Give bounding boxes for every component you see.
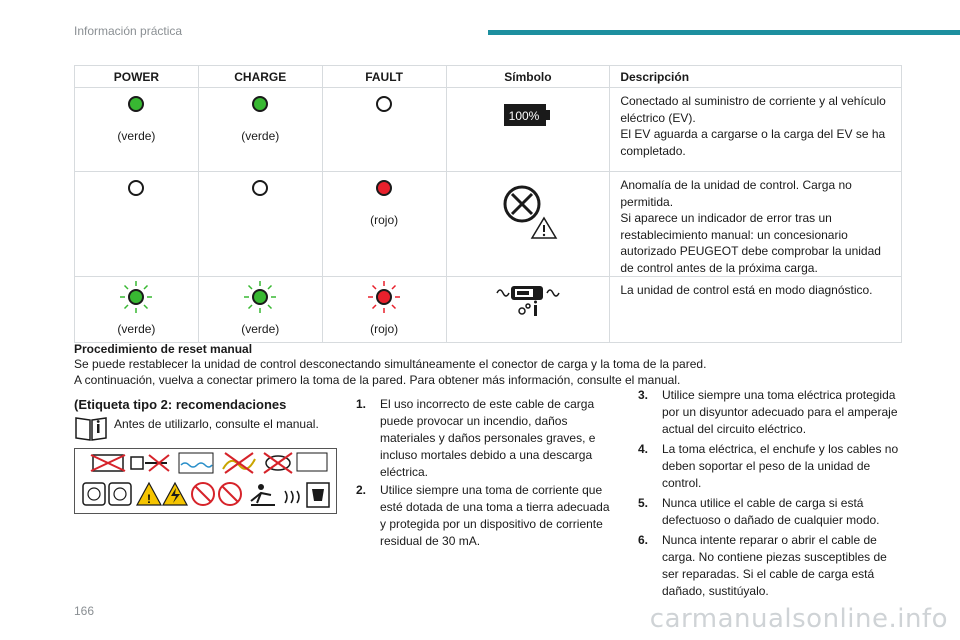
description-line: El EV aguarda a cargarse o la carga del EV se ha completado. bbox=[620, 127, 886, 158]
table-row bbox=[75, 172, 902, 277]
list-item-text: La toma eléctrica, el enchufe y los cables no deben soportar el peso de la unidad de control. bbox=[662, 442, 899, 490]
list-item bbox=[356, 482, 610, 550]
symbol-cell bbox=[446, 88, 610, 172]
fault-cell bbox=[322, 277, 446, 343]
power-cell bbox=[75, 172, 199, 277]
page-number: 166 bbox=[74, 604, 95, 618]
led-label: (verde) bbox=[241, 129, 280, 143]
charge-cell bbox=[198, 277, 322, 343]
list-item bbox=[356, 396, 610, 481]
led-label: (rojo) bbox=[370, 213, 399, 227]
dispose-icon bbox=[307, 483, 329, 507]
column-header-description: Descripción bbox=[610, 66, 902, 88]
label-section-title: (Etiqueta tipo 2: recomendaciones bbox=[74, 397, 287, 412]
description-cell bbox=[610, 172, 902, 277]
warning-label-image bbox=[74, 448, 337, 514]
no-adapter-icon bbox=[131, 455, 169, 471]
manual-note-text: Antes de utilizarlo, consulte el manual. bbox=[114, 417, 319, 431]
description-cell bbox=[610, 88, 902, 172]
list-item bbox=[638, 387, 902, 438]
heat-icon bbox=[285, 491, 299, 503]
list-item-text: Utilice siempre una toma eléctrica protegida por un disyuntor adecuado para el amperaje actual del circuito eléctrico. bbox=[662, 388, 898, 436]
fault-cell bbox=[322, 172, 446, 277]
led-red-icon bbox=[376, 180, 392, 196]
list-item-number: 4. bbox=[638, 442, 649, 456]
led-label: (verde) bbox=[117, 322, 156, 336]
svg-text:!: ! bbox=[147, 492, 151, 506]
led-green-icon bbox=[128, 96, 144, 112]
symbol-cell bbox=[446, 277, 610, 343]
diagnostic-mode-icon bbox=[493, 281, 563, 321]
list-item-text: Nunca utilice el cable de carga si está defectuoso o dañado de cualquier modo. bbox=[662, 496, 880, 527]
led-label: (verde) bbox=[241, 322, 280, 336]
no-extension-icon bbox=[91, 455, 125, 471]
recommendations-list-right bbox=[638, 387, 902, 600]
manual-book-icon bbox=[74, 414, 108, 442]
led-green-icon bbox=[252, 96, 268, 112]
list-item bbox=[638, 441, 902, 492]
led-label: (verde) bbox=[117, 129, 156, 143]
no-tamper-icon bbox=[219, 483, 241, 505]
table-row bbox=[75, 277, 902, 343]
led-off-icon bbox=[376, 96, 392, 112]
led-green-blink-icon bbox=[242, 279, 278, 315]
no-coil-icon bbox=[264, 453, 327, 473]
no-children-icon bbox=[192, 483, 214, 505]
procedure-line: Se puede restablecer la unidad de control desconectando simultáneamente el conector de carga y la toma de la pared. bbox=[74, 357, 707, 371]
list-item bbox=[638, 495, 902, 529]
led-red-blink-icon bbox=[366, 279, 402, 315]
led-green-blink-icon bbox=[118, 279, 154, 315]
power-cell bbox=[75, 88, 199, 172]
power-cell bbox=[75, 277, 199, 343]
column-header-symbol: Símbolo bbox=[446, 66, 610, 88]
indicator-table bbox=[74, 65, 902, 343]
description-line: Conectado al suministro de corriente y al vehículo eléctrico (EV). bbox=[620, 94, 886, 125]
recommendations-list-middle bbox=[356, 396, 610, 550]
no-wet-icon bbox=[223, 453, 255, 473]
led-off-icon bbox=[252, 180, 268, 196]
socket-earth-icon bbox=[109, 483, 131, 505]
column-header-power: POWER bbox=[75, 66, 199, 88]
description-line: Anomalía de la unidad de control. Carga no permitida. bbox=[620, 178, 852, 209]
led-off-icon bbox=[128, 180, 144, 196]
list-item-number: 1. bbox=[356, 397, 367, 411]
fault-warning-icon bbox=[496, 178, 560, 242]
list-item-text: Nunca intente reparar o abrir el cable de carga. No contiene piezas susceptibles de ser reparadas. Si el cable de carga está dañado, sustitúyalo. bbox=[662, 533, 887, 598]
table-row bbox=[75, 88, 902, 172]
electric-warning-icon bbox=[163, 483, 187, 505]
list-item bbox=[638, 532, 902, 600]
symbol-cell bbox=[446, 172, 610, 277]
description-line: La unidad de control está en modo diagnóstico. bbox=[620, 283, 873, 297]
list-item-number: 5. bbox=[638, 496, 649, 510]
list-item-text: El uso incorrecto de este cable de carga puede provocar un incendio, daños materiales y daños personales graves, e incluso mortales debido a una descarga eléctrica. bbox=[380, 397, 596, 479]
list-item-number: 6. bbox=[638, 533, 649, 547]
header-accent-bar bbox=[488, 30, 960, 35]
led-label: (rojo) bbox=[370, 322, 399, 336]
procedure-title: Procedimiento de reset manual bbox=[74, 342, 253, 356]
description-line: Si aparece un indicador de error tras un restablecimiento manual: un concesionario autorizado PEUGEOT debe comprobar la unidad de control antes de la próxima carga. bbox=[620, 211, 881, 275]
charge-cell bbox=[198, 88, 322, 172]
description-cell bbox=[610, 277, 902, 343]
manual-note-row bbox=[74, 414, 319, 442]
fault-cell bbox=[322, 88, 446, 172]
list-item-text: Utilice siempre una toma de corriente que esté dotada de una toma a tierra adecuada y protegida por un dispositivo de corriente residual de 30 mA. bbox=[380, 483, 610, 548]
list-item-number: 2. bbox=[356, 483, 367, 497]
procedure-line: A continuación, vuelva a conectar primero la toma de la pared. Para obtener más información, consulte el manual. bbox=[74, 373, 681, 387]
list-item-number: 3. bbox=[638, 388, 649, 402]
charge-cell bbox=[198, 172, 322, 277]
battery-100-icon bbox=[498, 100, 558, 130]
column-header-fault: FAULT bbox=[322, 66, 446, 88]
battery-text: 100% bbox=[508, 109, 540, 123]
trip-hazard-icon bbox=[251, 484, 275, 505]
column-header-charge: CHARGE bbox=[198, 66, 322, 88]
header-section-title: Información práctica bbox=[74, 24, 183, 38]
table-header-row bbox=[75, 66, 902, 88]
warning-icon bbox=[137, 483, 161, 506]
water-icon bbox=[179, 453, 213, 473]
socket-icon bbox=[83, 483, 105, 505]
watermark: carmanualsonline.info bbox=[649, 604, 948, 634]
